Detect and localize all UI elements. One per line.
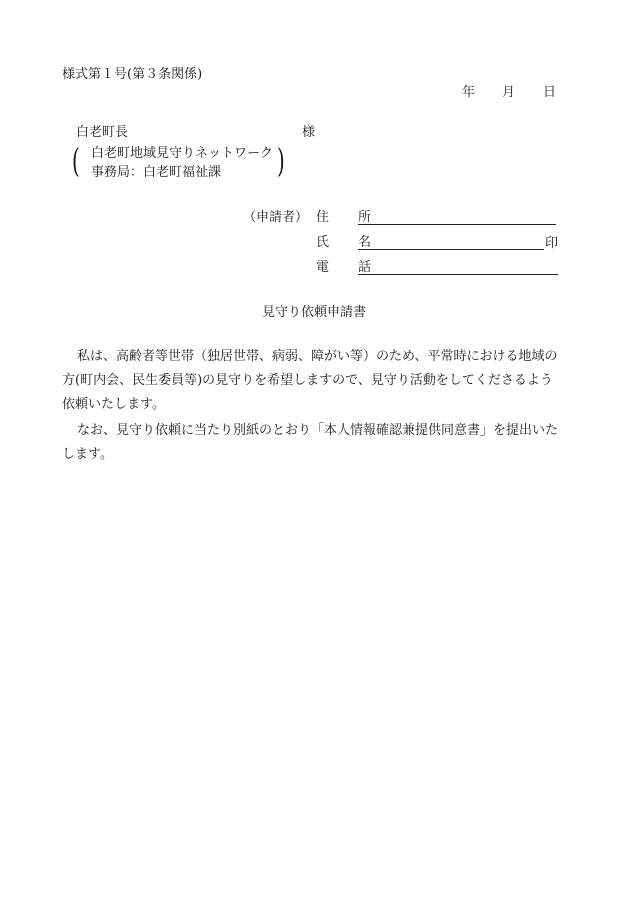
body-paragraph-1: [62, 345, 578, 417]
phone-field[interactable]: [358, 274, 558, 275]
body-paragraph-2: [62, 419, 578, 467]
date-day-label: 日: [543, 85, 557, 100]
body-line: します。: [62, 447, 113, 462]
right-parenthesis: ): [277, 141, 285, 180]
name-label: 氏 名: [316, 235, 380, 250]
addressee-title: 白老町長: [76, 125, 129, 140]
name-field[interactable]: [358, 249, 544, 250]
date-month-label: 月: [502, 85, 516, 100]
applicant-label: （申請者）: [243, 210, 309, 225]
organization-office: 事務局：白老町福祉課: [91, 165, 222, 180]
body-line: 私は、高齢者等世帯（独居世帯、病弱、障がい等）のため、平常時における地域の: [77, 349, 558, 364]
form-number: 様式第１号(第３条関係): [62, 67, 203, 82]
organization-name: 白老町地域見守りネットワーク: [91, 146, 274, 161]
document-title: 見守り依頼申請書: [262, 305, 367, 320]
address-field[interactable]: [358, 224, 556, 225]
address-label: 住 所: [316, 210, 380, 225]
body-line: 依頼いたします。: [62, 397, 165, 412]
seal-mark: 印: [545, 236, 559, 251]
phone-label: 電 話: [316, 260, 380, 275]
left-parenthesis: (: [72, 141, 80, 180]
addressee-honorific: 様: [302, 125, 316, 140]
body-line: なお、見守り依頼に当たり別紙のとおり「本人情報確認兼提供同意書」を提出いた: [77, 423, 559, 438]
body-line: 方(町内会、民生委員等)の見守りを希望しますので、見守り活動をしてくださるよう: [62, 373, 553, 388]
date-year-label: 年: [462, 85, 476, 100]
